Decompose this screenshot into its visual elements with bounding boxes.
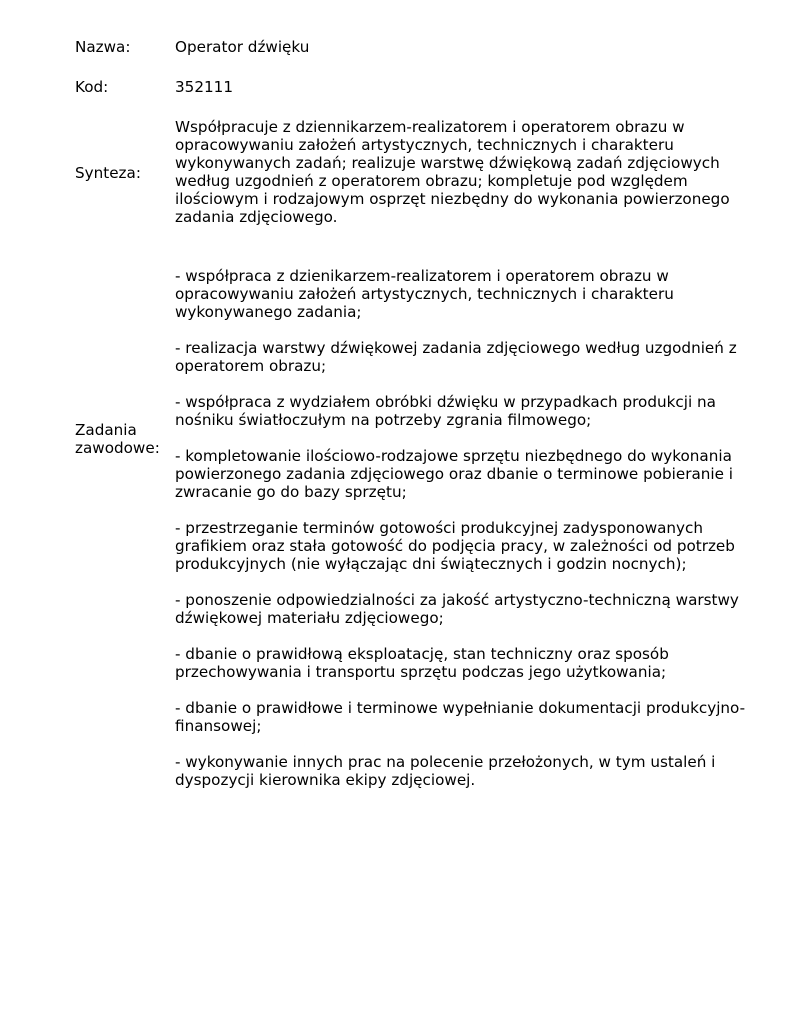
nazwa-label: Nazwa: <box>75 38 131 56</box>
kod-label: Kod: <box>75 78 109 96</box>
kod-value: 352111 <box>175 78 233 96</box>
synteza-label: Synteza: <box>75 164 141 182</box>
zadania-list <box>175 249 760 807</box>
zadania-item: - kompletowanie ilościowo-rodzajowe sprzętu niezbędnego do wykonania powierzonego zadania zdjęciowego oraz dbanie o terminowe pobieranie i zwracanie go do bazy sprzętu; <box>175 447 734 501</box>
synteza-value: Współpracuje z dziennikarzem-realizatorem i operatorem obrazu w opracowywaniu założeń artystycznych, technicznych i charakteru wykonywanych zadań; realizuje warstwę dźwiękową zadań zdjęciowych według uzgodnień z operatorem obrazu; kompletuje pod względem ilościowym i rodzajowym osprzęt niezbędny do wykonania powierzonego zadania zdjęciowego. <box>175 118 730 226</box>
zadania-item: - przestrzeganie terminów gotowości produkcyjnej zadysponowanych grafikiem oraz stała gotowość do podjęcia pracy, w zależności od potrzeb produkcyjnych (nie wyłączając dni świątecznych i godzin nocnych); <box>175 519 735 573</box>
zadania-item: - realizacja warstwy dźwiękowej zadania zdjęciowego według uzgodnień z operatorem obrazu; <box>175 339 737 375</box>
zadania-item: - dbanie o prawidłowe i terminowe wypełnianie dokumentacji produkcyjno- finansowej; <box>175 699 746 735</box>
zadania-item: - współpraca z dzienikarzem-realizatorem i operatorem obrazu w opracowywaniu założeń artystycznych, technicznych i charakteru wykonywanego zadania; <box>175 267 674 321</box>
nazwa-value: Operator dźwięku <box>175 38 310 56</box>
zadania-label: Zadania zawodowe: <box>75 421 160 457</box>
zadania-item: - ponoszenie odpowiedzialności za jakość artystyczno-techniczną warstwy dźwiękowej materiału zdjęciowego; <box>175 591 739 627</box>
zadania-item: - współpraca z wydziałem obróbki dźwięku w przypadkach produkcji na nośniku światłoczułym na potrzeby zgrania filmowego; <box>175 393 716 429</box>
zadania-item: - wykonywanie innych prac na polecenie przełożonych, w tym ustaleń i dyspozycji kierownika ekipy zdjęciowej. <box>175 753 716 789</box>
zadania-item: - dbanie o prawidłową eksploatację, stan techniczny oraz sposób przechowywania i transportu sprzętu podczas jego użytkowania; <box>175 645 669 681</box>
